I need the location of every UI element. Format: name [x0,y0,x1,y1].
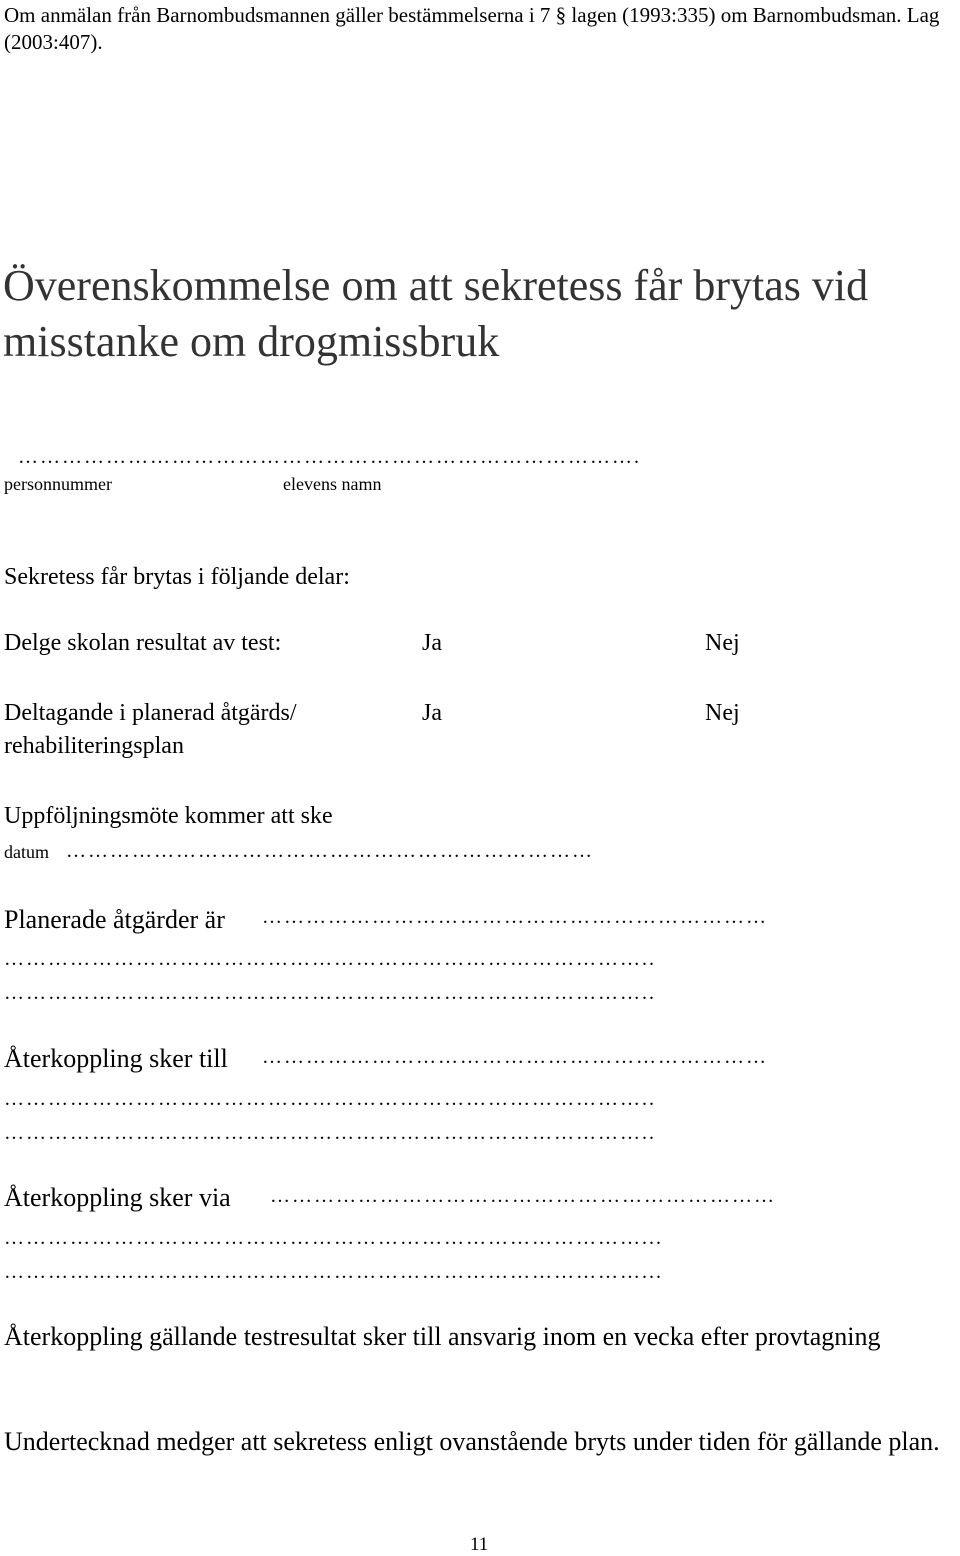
student-name-label: elevens namn [283,474,382,494]
personnummer-label: personnummer [4,474,112,494]
row-plan-no: Nej [705,700,740,726]
row-test-result-no: Nej [705,630,740,656]
signature-paragraph: Undertecknad medger att sekretess enligt ovanstående bryts under tiden för gällande plan. [4,1427,940,1456]
feedback-via-line-3: ……………………………………………………………………………... [4,1261,663,1283]
feedback-to-line-1: …………………………………………………………… [262,1046,768,1068]
row-plan-label-continued: rehabiliteringsplan [4,733,184,759]
row-test-result-label: Delge skolan resultat av test: [4,630,282,656]
page-number: 11 [470,1534,489,1555]
feedback-to-line-3: …………………………………………………………………………….. [4,1122,656,1144]
intro-paragraph: Om anmälan från Barnombudsmannen gäller bestämmelserna i 7 § lagen (1993:335) om Barnombudsman. Lag (2003:407). [4,3,940,54]
row-test-result-yes: Ja [422,630,442,656]
feedback-to-label: Återkoppling sker till [4,1044,228,1073]
feedback-via-line-1: …………………………………………………………… [270,1185,776,1207]
row-plan-label: Deltagande i planerad åtgärds/ [4,700,297,726]
document-title: Överenskommelse om att sekretess får brytas vid misstanke om drogmissbruk [3,261,869,366]
feedback-via-line-2: ……………………………………………………………………………... [4,1227,663,1249]
followup-date-label: datum [4,842,49,862]
identity-dotted-line: …………………………………………………………………………. [18,446,641,468]
planned-actions-label: Planerade åtgärder är [4,905,225,934]
row-plan-yes: Ja [422,700,442,726]
planned-actions-line-2: …………………………………………………………………………….. [4,948,656,970]
test-feedback-paragraph: Återkoppling gällande testresultat sker till ansvarig inom en vecka efter provtagning [4,1322,881,1351]
feedback-to-line-2: …………………………………………………………………………….. [4,1088,656,1110]
planned-actions-line-3: …………………………………………………………………………….. [4,982,656,1004]
followup-date-dotted-line: ……………………………………………………………… [66,840,594,862]
sections-heading: Sekretess får brytas i följande delar: [4,564,350,590]
planned-actions-line-1: …………………………………………………………… [262,906,768,928]
feedback-via-label: Återkoppling sker via [4,1183,231,1212]
followup-heading: Uppföljningsmöte kommer att ske [4,803,333,829]
